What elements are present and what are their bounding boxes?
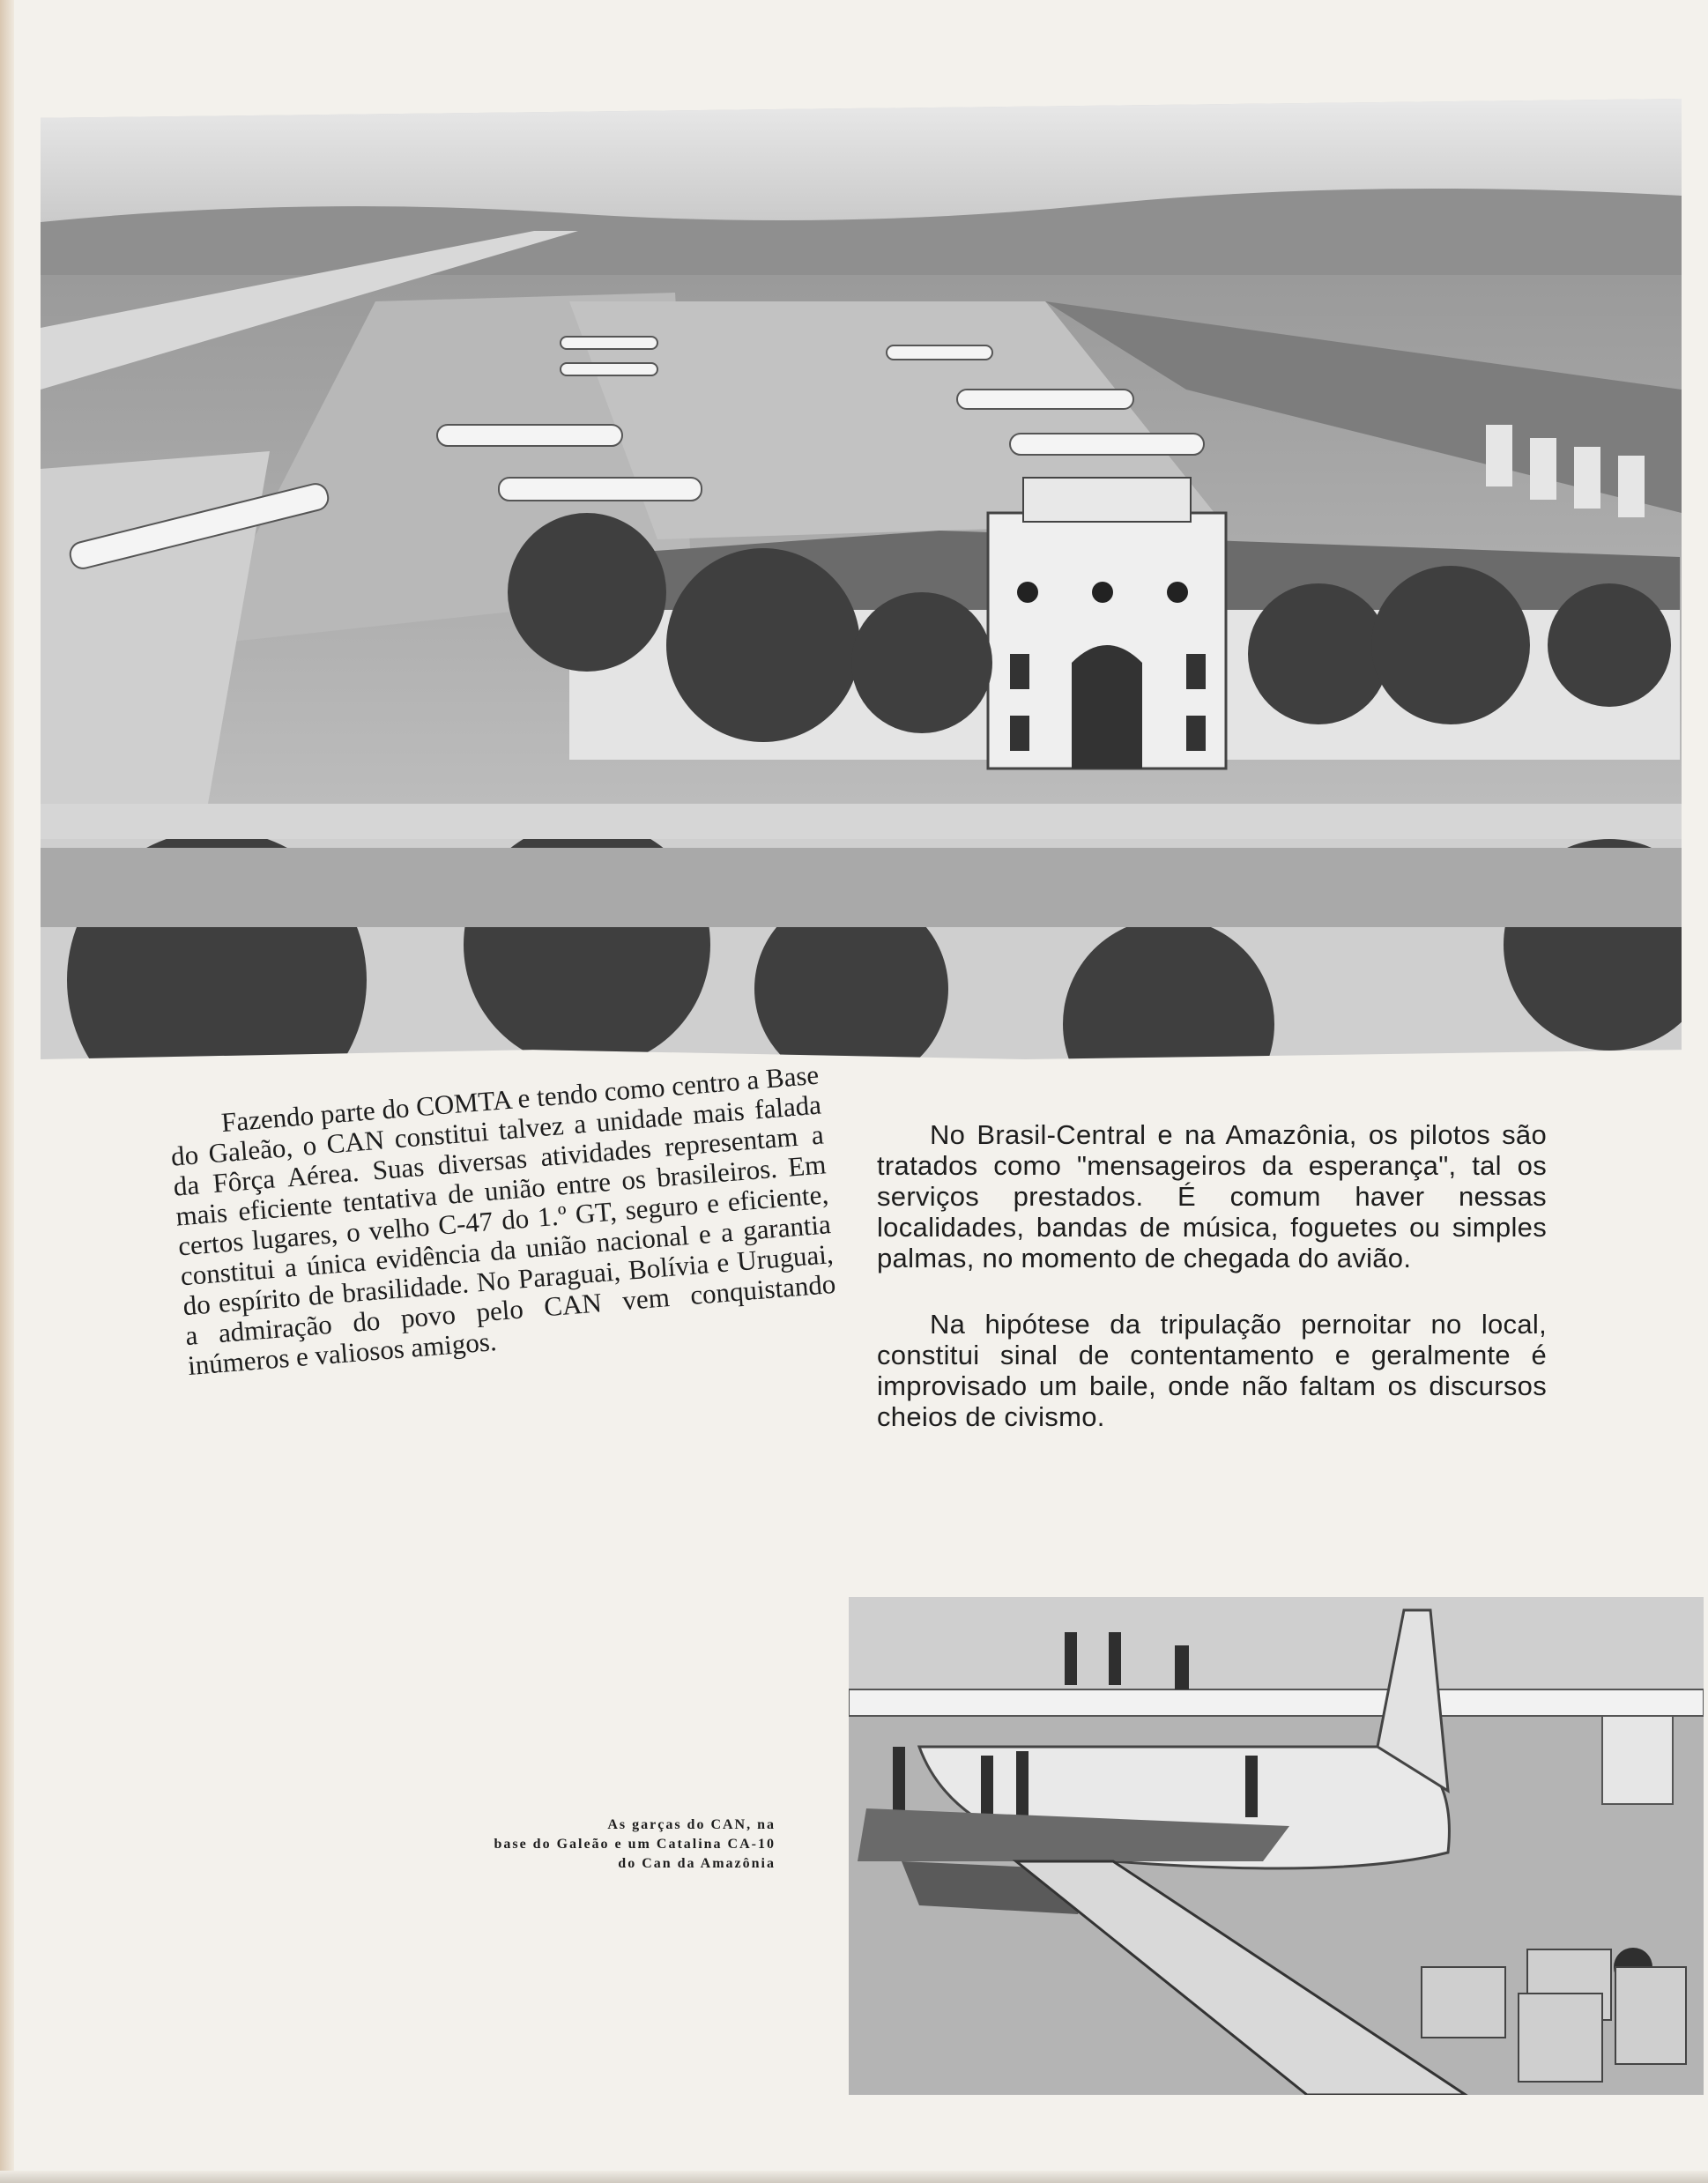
article-right-column (877, 1119, 1547, 1467)
article-right-paragraph-2: Na hipótese da tripulação pernoitar no local, constitui sinal de contentamento e geralmente é improvisado um baile, onde não faltam os discursos cheios de civismo. (877, 1309, 1547, 1432)
article-left-column (167, 1060, 842, 1416)
article-left-paragraph: Fazendo parte do COMTA e tendo como centro a Base do Galeão, o CAN constitui talvez a unidade mais falada da Fôrça Aérea. Suas diversas atividades representam a mais eficiente tentativa de união entre os brasileiros. Em certos lugares, o velho C-47 do 1.º GT, seguro e eficiente, constitui a única evidência da união nacional e a garantia do espírito de brasilidade. No Paraguai, Bolívia e Uruguai, a admiração do povo pelo CAN vem conquistando inúmeros e valiosos amigos. (169, 1058, 837, 1382)
galeao-air-base-photo (41, 99, 1682, 1059)
catalina-seaplane-photo (849, 1597, 1704, 2095)
page-bottom-edge (0, 2171, 1708, 2183)
article-right-paragraph-1: No Brasil-Central e na Amazônia, os pilotos são tratados como "mensageiros da esperança", tal os serviços prestados. É comum haver nessas localidades, bandas de música, foguetes ou simples palmas, no momento de chegada do avião. (877, 1119, 1547, 1273)
photo-caption: As garças do CAN, na base do Galeão e um Catalina CA-10 do Can da Amazônia (494, 1817, 776, 1871)
page-binding-edge (0, 0, 14, 2183)
